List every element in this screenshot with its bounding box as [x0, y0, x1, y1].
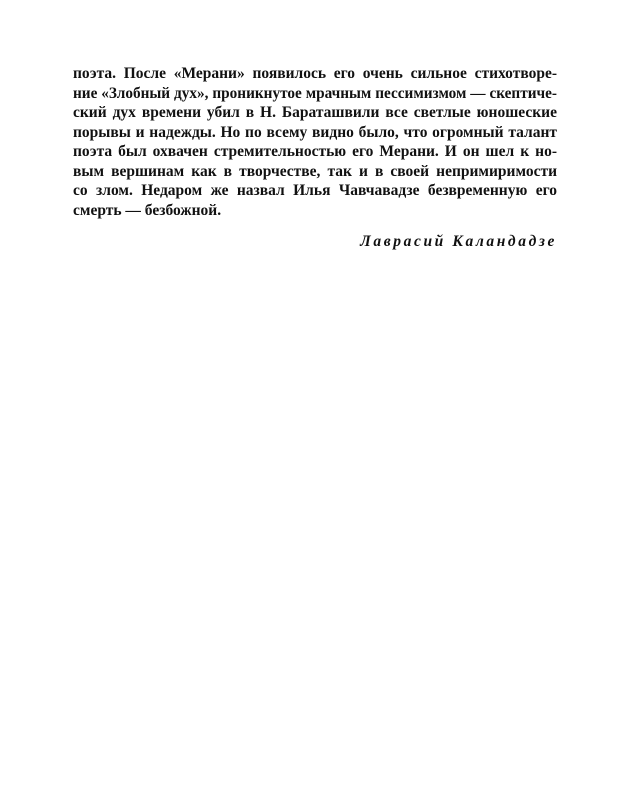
- text-line: порывы и надежды. Но по всему видно было, что огромный талант: [73, 123, 557, 141]
- author-signature: Лаврасий Каландадзе: [360, 233, 557, 250]
- text-line: со злом. Недаром же назвал Илья Чавчавадзе безвременную его: [73, 182, 557, 199]
- text-line: поэта. После «Мерани» появилось его очень сильное стихотворе-: [73, 65, 557, 82]
- text-line: поэта был охвачен стремительностью его Мерани. И он шел к но-: [73, 143, 557, 160]
- body-paragraph: [73, 64, 557, 220]
- text-line: ние «Злобный дух», проникнутое мрачным пессимизмом — скептиче-: [73, 84, 557, 102]
- text-line: смерть — безбожной.: [73, 201, 222, 219]
- text-line: вым вершинам как в творчестве, так и в своей непримиримости: [73, 162, 557, 180]
- text-line: ский дух времени убил в Н. Бараташвили все светлые юношеские: [73, 104, 557, 121]
